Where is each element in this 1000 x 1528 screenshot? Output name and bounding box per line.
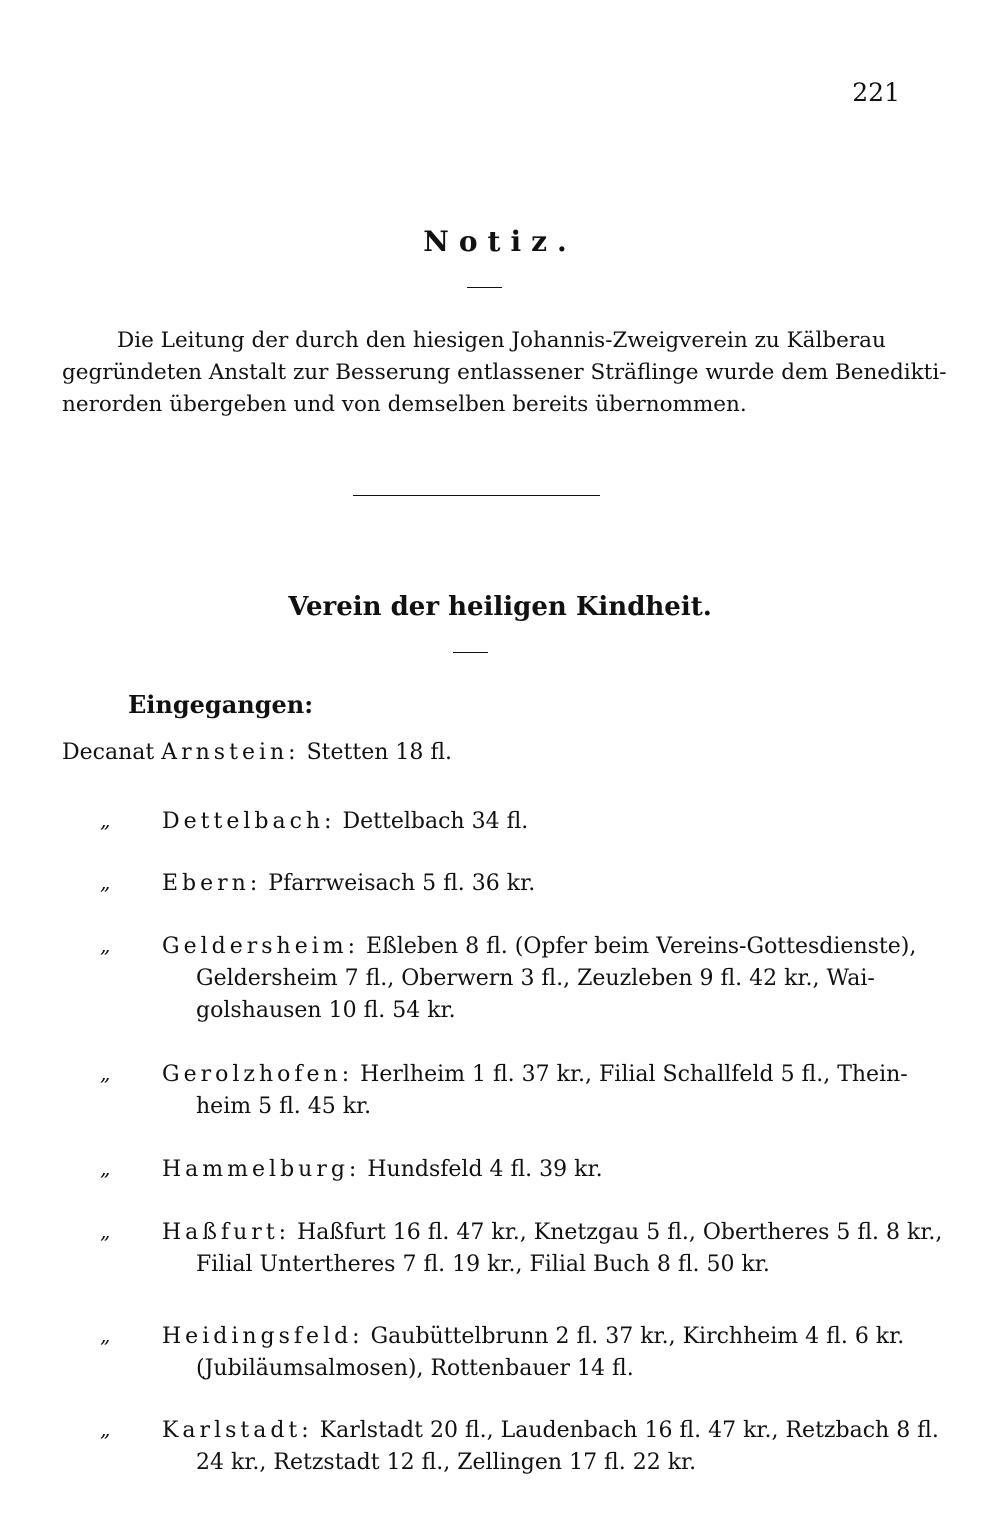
entry-text [162, 1217, 943, 1281]
entry-line: Eßleben 8 fl. (Opfer beim Vereins-Gottesdienste), [366, 934, 917, 959]
entry-line: Karlstadt 20 fl., Laudenbach 16 fl. 47 kr., Retzbach 8 fl. [319, 1418, 939, 1443]
notiz-heading: Notiz. [423, 225, 577, 258]
decanat-text: Stetten 18 fl. [306, 740, 453, 765]
entry-line: Filial Untertheres 7 fl. 19 kr., Filial Buch 8 fl. 50 kr. [196, 1252, 770, 1277]
notiz-line: nerorden übergeben und von demselben bereits übernommen. [62, 392, 747, 417]
entry-text [162, 806, 907, 838]
entry-place: Geldersheim: [162, 934, 360, 959]
short-rule [467, 287, 502, 288]
entry-place: Heidingsfeld: [162, 1324, 364, 1349]
entry-place: Dettelbach: [162, 809, 336, 834]
entry-text [162, 868, 907, 900]
ditto-mark: „ [100, 1219, 111, 1243]
entry-line: Geldersheim 7 fl., Oberwern 3 fl., Zeuzleben 9 fl. 42 kr., Wai- [196, 966, 875, 991]
notiz-paragraph [62, 325, 947, 421]
verein-heading: Verein der heiligen Kindheit. [288, 592, 712, 622]
entry-line: Hundsfeld 4 fl. 39 kr. [367, 1157, 603, 1182]
entry-place: Hammelburg: [162, 1157, 361, 1182]
entry-line: 24 kr., Retzstadt 12 fl., Zellingen 17 fl. 22 kr. [196, 1450, 697, 1475]
short-rule [453, 652, 488, 653]
entry-place: Gerolzhofen: [162, 1062, 354, 1087]
decanat-place: Arnstein: [161, 740, 300, 765]
entry-text [162, 931, 917, 1027]
entry-line: (Jubiläumsalmosen), Rottenbauer 14 fl. [196, 1356, 634, 1381]
notiz-line: gegründeten Anstalt zur Besserung entlassener Sträflinge wurde dem Benedikti- [62, 360, 947, 385]
ditto-mark: „ [100, 808, 111, 832]
ditto-mark: „ [100, 1061, 111, 1085]
entry-text [162, 1059, 907, 1123]
decanat-entry [62, 740, 452, 765]
entry-place: Ebern: [162, 871, 262, 896]
entry-line: Herlheim 1 fl. 37 kr., Filial Schallfeld 5 fl., Thein- [360, 1062, 908, 1087]
ditto-mark: „ [100, 1156, 111, 1180]
entry-line: heim 5 fl. 45 kr. [196, 1094, 372, 1119]
entry-line: Dettelbach 34 fl. [342, 809, 529, 834]
entry-line: golshausen 10 fl. 54 kr. [196, 998, 456, 1023]
entry-line: Haßfurt 16 fl. 47 kr., Knetzgau 5 fl., Obertheres 5 fl. 8 kr., [297, 1220, 943, 1245]
ditto-mark: „ [100, 870, 111, 894]
entry-place: Karlstadt: [162, 1418, 313, 1443]
ditto-mark: „ [100, 933, 111, 957]
page-number: 221 [852, 78, 900, 107]
entry-place: Haßfurt: [162, 1220, 291, 1245]
entry-text [162, 1415, 939, 1479]
entry-line: Gaubüttelbrunn 2 fl. 37 kr., Kirchheim 4 fl. 6 kr. [370, 1324, 905, 1349]
entry-text [162, 1321, 907, 1385]
entry-line: Pfarrweisach 5 fl. 36 kr. [268, 871, 536, 896]
ditto-mark: „ [100, 1323, 111, 1347]
eingegangen-heading: Eingegangen: [128, 690, 314, 719]
decanat-label: Decanat [62, 740, 155, 765]
section-divider [353, 495, 600, 496]
notiz-line: Die Leitung der durch den hiesigen Johannis-Zweigverein zu Kälberau [117, 328, 886, 353]
entry-text [162, 1154, 907, 1186]
ditto-mark: „ [100, 1417, 111, 1441]
